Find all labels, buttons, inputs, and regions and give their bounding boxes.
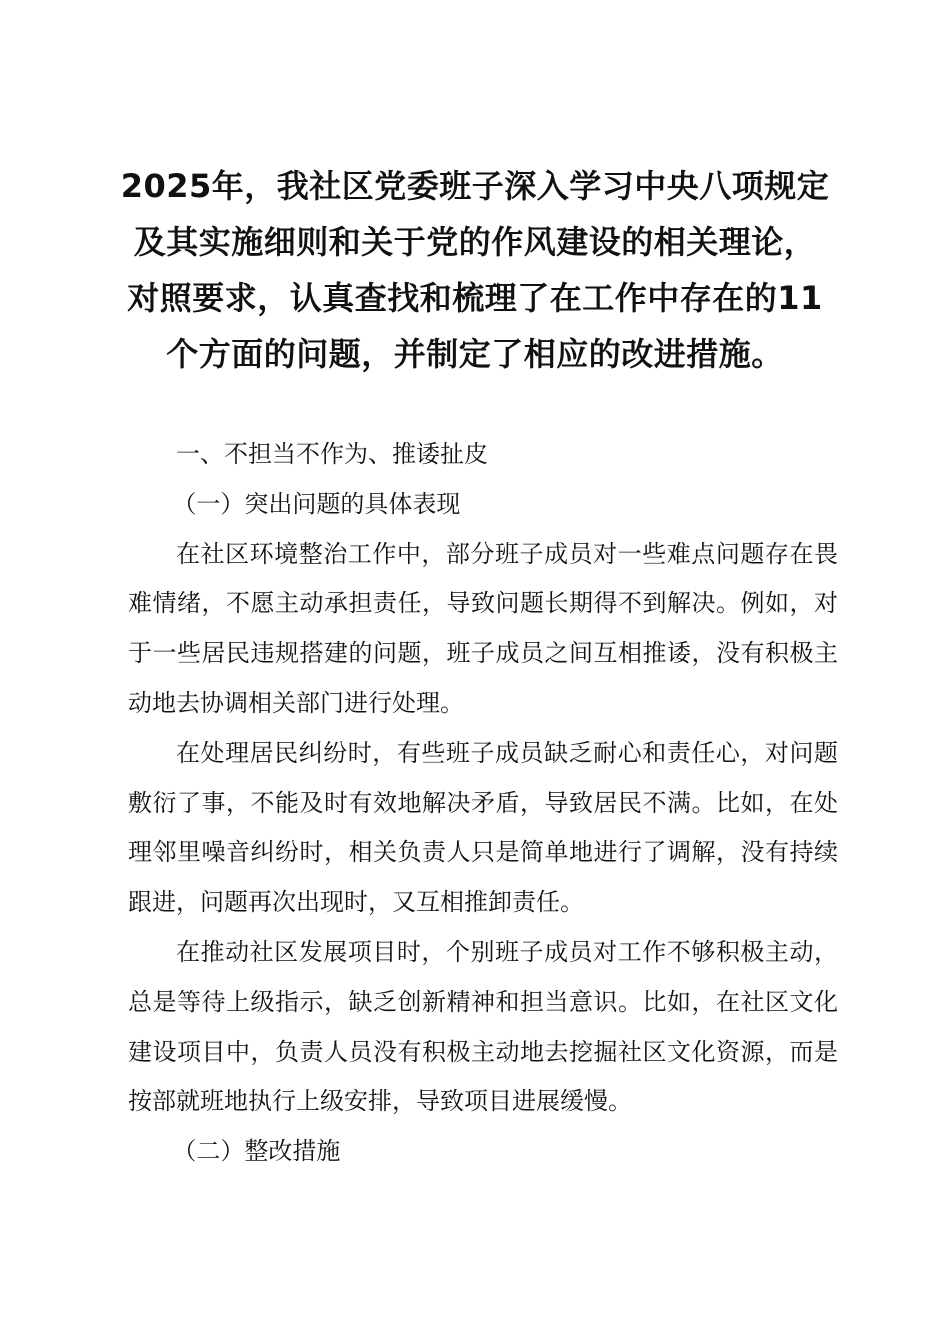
subsection-heading: （一）突出问题的具体表现 [172,489,461,518]
subsection-heading: （二）整改措施 [172,1137,341,1166]
document-body [128,430,838,1177]
paragraph: 在推动社区发展项目时，个别班子成员对工作不够积极主动，总是等待上级指示，缺乏创新精神和担当意识。比如，在社区文化建设项目中，负责人员没有积极主动地去挖掘社区文化资源，而是按部就班地执行上级安排，导致项目进展缓慢。 [128,937,838,1116]
paragraph: 在社区环境整治工作中，部分班子成员对一些难点问题存在畏难情绪，不愿主动承担责任，导致问题长期得不到解决。例如，对于一些居民违规搭建的问题，班子成员之间互相推诿，没有积极主动地去协调相关部门进行处理。 [128,539,838,717]
section-heading: 一、不担当不作为、推诿扯皮 [176,440,488,468]
paragraph: 在处理居民纠纷时，有些班子成员缺乏耐心和责任心，对问题敷衍了事，不能及时有效地解决矛盾，导致居民不满。比如，在处理邻里噪音纠纷时，相关负责人只是简单地进行了调解，没有持续跟进，问题再次出现时，又互相推卸责任。 [128,738,838,917]
document-title: 2025年，我社区党委班子深入学习中央八项规定及其实施细则和关于党的作风建设的相关理论，对照要求，认真查找和梳理了在工作中存在的11个方面的问题，并制定了相应的改进措施。 [120,167,830,373]
